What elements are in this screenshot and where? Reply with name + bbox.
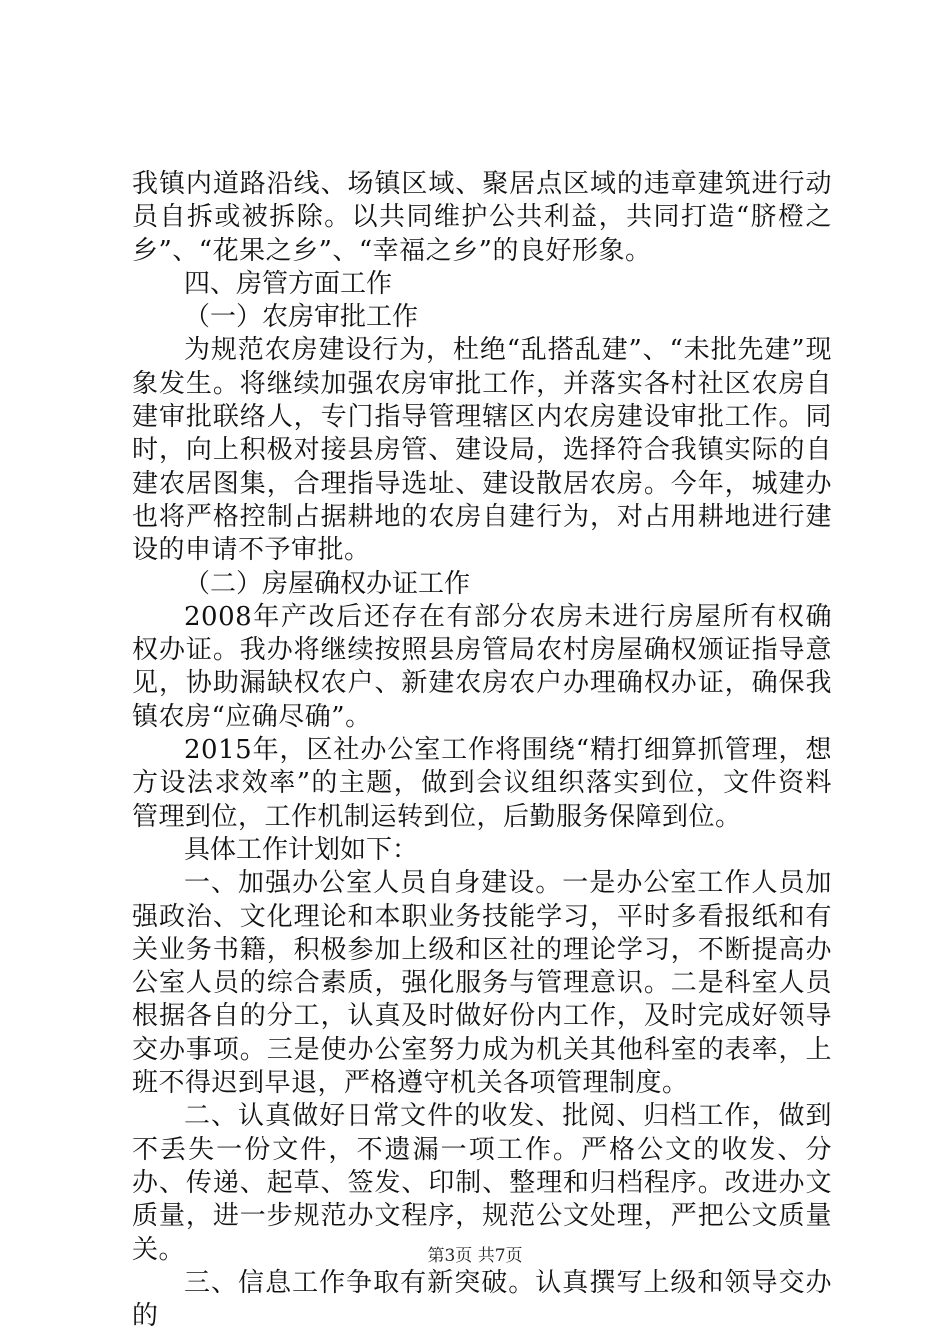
subsection-heading: （二）房屋确权办证工作 bbox=[184, 568, 471, 599]
paragraph: 2015年，区社办公室工作将围绕“精打细算抓管理，想方设法求效率”的主题，做到会议组织落实到位，文件资料管理到位，工作机制运转到位，后勤服务保障到位。 bbox=[132, 735, 832, 832]
paragraph: 三、信息工作争取有新突破。认真撰写上级和领导交办的 bbox=[132, 1267, 832, 1332]
paragraph: 我镇内道路沿线、场镇区域、聚居点区域的违章建筑进行动员自拆或被拆除。以共同维护公共利益，共同打造“脐橙之乡”、“花果之乡”、“幸福之乡”的良好形象。 bbox=[132, 169, 832, 266]
paragraph: 为规范农房建设行为，杜绝“乱搭乱建”、“未批先建”现象发生。将继续加强农房审批工作，并落实各村社区农房自建审批联络人，专门指导管理辖区内农房建设审批工作。同时，向上积极对接县房管、建设局，选择符合我镇实际的自建农居图集，合理指导选址、建设散居农房。今年，城建办也将严格控制占据耕地的农房自建行为，对占用耕地进行建设的申请不予审批。 bbox=[132, 335, 832, 566]
list-intro-heading: 具体工作计划如下： bbox=[184, 834, 419, 865]
paragraph: 二、认真做好日常文件的收发、批阅、归档工作，做到不丢失一份文件，不遗漏一项工作。严格公文的收发、分办、传递、起草、签发、印制、整理和归档程序。改进办文质量，进一步规范办文程序，规范公文处理，严把公文质量关。 bbox=[132, 1101, 832, 1265]
paragraph: 一、加强办公室人员自身建设。一是办公室工作人员加强政治、文化理论和本职业务技能学习，平时多看报纸和有关业务书籍，积极参加上级和区社的理论学习，不断提高办公室人员的综合素质，强化服务与管理意识。二是科室人员根据各自的分工，认真及时做好份内工作，及时完成好领导交办事项。三是使办公室努力成为机关其他科室的表率，上班不得迟到早退，严格遵守机关各项管理制度。 bbox=[132, 868, 832, 1099]
section-heading: 四、房管方面工作 bbox=[184, 268, 393, 299]
document-body bbox=[132, 168, 832, 1333]
page-number-label: 第3页 共7页 bbox=[427, 1246, 523, 1266]
paragraph: 2008年产改后还存在有部分农房未进行房屋所有权确权办证。我办将继续按照县房管局农村房屋确权颁证指导意见，协助漏缺权农户、新建农房农户办理确权办证，确保我镇农房“应确尽确”。 bbox=[132, 601, 832, 732]
page-footer bbox=[0, 1244, 950, 1268]
subsection-heading: （一）农房审批工作 bbox=[184, 302, 419, 333]
